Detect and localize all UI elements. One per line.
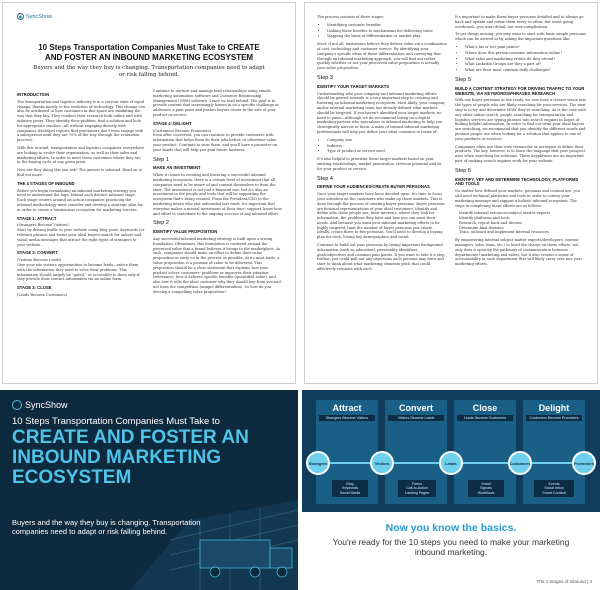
section-heading: INTRODUCTION	[17, 92, 50, 97]
step-heading: BUILD A CONTENT STRATEGY FOR DRIVING TRAFFIC TO YOUR WEBSITE, VIA KEYWORDS/PHRASES RESEARCH	[455, 85, 585, 96]
logo-mark-icon	[12, 400, 22, 410]
right-column	[153, 89, 283, 297]
logo-text: SyncShow	[26, 13, 52, 20]
step-label: Step 2	[153, 220, 169, 227]
stages-page	[302, 390, 600, 590]
left-column	[317, 15, 447, 275]
stage-sub: Leads Become Customers	[457, 415, 513, 421]
node-visitors: Visitors	[370, 451, 394, 475]
cover-kicker: 10 Steps Transportation Companies Must Take to	[12, 416, 220, 427]
truck-illustration	[130, 500, 298, 590]
node-promoters: Promoters	[572, 451, 596, 475]
cover-page	[0, 390, 298, 590]
stage-sub: Strangers Become Visitors	[319, 415, 375, 421]
paragraph: No matter how defined your markets, personas and content are, you still need technical platforms and tools in order to convey your marketing message and support a holistic inbound ecosystem. The steps in completing these efforts are as follows:	[455, 189, 581, 208]
paragraph: With this in mind, transportation and logistics companies everywhere are looking to evolve their organization, as well as their sales and marketing efforts. In order to meet these customers where they are in the buying cycle at any given point.	[17, 145, 145, 165]
step-label: Step 5	[455, 76, 471, 83]
now-subtext: You're ready for the 10 steps you need to make your marketing inbound marketing.	[332, 537, 570, 557]
stage-title: Delight	[538, 403, 570, 413]
paragraph: With our buyer personas at the ready, we now have a clearer vision into the types of people who are likely searching for your services. The next step is to try and determine HOW they're searching. As is the case with any other online search, people searching for transportation and logistics services are typing phrases into search engines in hopes of finding helpful information. In order to find out what your ideal buyers are searching, we recommend that you identify the different words and phrases people use when looking for a solution that applies to one of your products or services.	[455, 98, 587, 141]
target-list	[327, 138, 447, 154]
logo-text: SyncShow	[25, 400, 68, 410]
list-item: • Type of product or service used	[327, 149, 447, 154]
node-leads: Leads	[439, 451, 463, 475]
attract-tools: Blog Keywords Social Media	[332, 480, 368, 497]
paragraph: It's important to make these buyer personas detailed and to always go back and update and refine them every so often, but avoid going overboard—you want detail, not over-complication.	[455, 15, 584, 29]
step-heading: DEFINE YOUR AUDIENCES/CREATE BUYER PERSONAS	[317, 184, 430, 190]
stage-heading: STAGE 1: ATTRACT	[17, 215, 57, 221]
paragraph: Companies often use their own vernacular or acronyms to define their products. The key, however, is to learn the language that your prospect uses when searching for solutions. These keyphrases are an important part of ranking search engines work for your website.	[455, 144, 586, 163]
paragraph: By empowering internal subject matter experts/developers, content managers, sales team, etc.) to head the charge on these efforts, not only does it open up the pathways of communication between departments (marketing and sales), but it also creates a sense of accountability in each department that will likely carry over into your marketing efforts.	[455, 238, 583, 267]
paragraph: Even after converted, you can continue to provide customers with information that helps them do their jobs better, or otherwise value your product. Continue to wow them, and you'll have a promoter on your hands that will help you gain future business.	[153, 133, 277, 152]
stage-heading: STAGE 3: CLOSE	[17, 285, 52, 291]
step-heading: MAKE AN INVESTMENT	[153, 165, 201, 171]
convert-tools: Forms Call-to-Action Landing Pages	[398, 480, 436, 497]
paragraph: The transportation and logistics industry is in a current state of rapid change, thanks mostly to the evolution of technology. This change can also be attributed to how customers in this space are exhibiting the way that they buy. They conduct their research both online and with industry peers. They identify their problem, find a solution and look for appropriate vendors—all without engaging directly with companies (HubSpot reports that purchasers don't even engage with a salesperson until they are 70% of the way through the evaluation process).	[17, 99, 145, 143]
left-column	[17, 89, 145, 298]
step-heading: IDENTIFY, VET AND DETERMINE TECHNOLOGY, PLATFORMS AND TOOLS	[455, 176, 579, 187]
paragraph: Continue to nurture and manage lead relationships using emails, marketing automation software and Customer Relationship Management (CRM) software. Leave no lead behind. The goal is to provide content that increasingly homes in on a specific challenge or addresses a pain point and pushes buyers closer to the sale of your product or service.	[153, 89, 279, 117]
list-item: • Linking these benefits to mechanisms for delivering value	[327, 29, 447, 34]
list-item: • What are their most common daily challenges?	[465, 68, 587, 73]
steps-list	[459, 211, 587, 235]
paragraph: It's also helpful to prioritize these target markets based on your existing relationships, market penetration, revenue potential and fit for your product or service.	[317, 157, 442, 171]
paragraph: Give your site visitors opportunities to become leads—entice them with the information they need to solve their problems. This information should largely be "gated," or accessible to them only if they provide their contact information via an online form.	[17, 262, 140, 282]
list-item: Identify platforms and tools	[459, 216, 510, 221]
list-item: • What's his or her pain points?	[465, 45, 587, 50]
title-line-1: CREATE AND FOSTER AN	[12, 427, 249, 448]
stage-heading: STAGE 2: CONVERT	[17, 250, 58, 256]
list-item: Identify internal resources/subject matter experts	[459, 211, 551, 216]
node-strangers: Strangers	[306, 451, 330, 475]
stages-diagram	[302, 390, 600, 512]
step-heading: IDENTIFY YOUR TARGET MARKETS	[317, 83, 390, 89]
list-item: • Identifying customer benefits	[327, 23, 447, 28]
stage-sub: (Visitors Become Leads)	[17, 258, 62, 263]
stage-sub: (Strangers Become Visitors)	[17, 223, 69, 228]
stage-sub: Visitors Become Leads	[388, 415, 444, 421]
list-item: • What LinkedIn Groups are they a part of?	[465, 62, 587, 67]
list-item: Train, onboard and implement internal resources	[459, 230, 550, 235]
paragraph: Once your target markets have been decided upon, it's time to focus your attention on the customers who make up those markets. This is done through the process of creating buyer personas. Buyer personas are fictional representations of your ideal customers. Identify and define who these people are, their interests, where they look for information, the problems they have and how you can meet their needs. And because you want your inbound marketing efforts to be highly targeted, limit the number of buyer personas you create. Ideally, create three to five personas. You'll need to develop a buying plan for each, listing key demographics and social.	[317, 192, 445, 240]
page-title	[17, 43, 281, 63]
stages-list	[327, 23, 447, 39]
stage-title: Convert	[398, 403, 433, 413]
page-subtitle: Buyers and the way they buy is changing. Transportation companies need to adapt or risk falling behind.	[33, 65, 265, 78]
list-item: Determine final decision	[459, 225, 504, 230]
section-heading: THE 4 STAGES OF INBOUND	[17, 180, 75, 186]
list-item: • Company size	[327, 138, 447, 143]
step-label: Step 4	[317, 175, 333, 182]
stage-sub: (Customers Become Promoters)	[153, 128, 212, 133]
node-customers: Customers	[508, 451, 532, 475]
page-footer: The 4 Stages of Inbound | 3	[536, 579, 592, 584]
step-label: Step 6	[455, 167, 471, 174]
step-label: Step 1	[153, 156, 169, 163]
paragraph: When it comes to creating and fostering a successful inbound marketing ecosystem, there is a certain level of investment that all companies need to be aware of and commit themselves to from the start. The investment is not just a financial one, but it's also an investment in the people and tools that will be supporting the ecosystem that's being created. From the President/CEO to the marketing intern who just onboarded last week, it's important that everyone makes a mental investment of their time, support, know-how and effort to contribute to the ongoing success of any inbound effort.	[153, 173, 282, 216]
title-line-1: 10 Steps Transportation Companies Must Take to CREATE	[38, 43, 260, 52]
questions-list	[465, 45, 587, 73]
title-line-3: ECOSYSTEM	[12, 467, 132, 488]
paragraph: The process consists of three stages:	[317, 15, 385, 19]
stage-heading: STAGE 4: DELIGHT	[153, 120, 192, 126]
paragraph: Continue to build out your personas by listing important background information (such as education), personality identifiers, goals/objectives and common pain points. If you want to take it a step further, you could pull out any objections each persona may have and start to think about what marketing elements pitch that could effectively resonate with each.	[317, 243, 445, 272]
document-page-1	[2, 2, 296, 384]
paragraph: How are they doing this you ask? The answer is inbound. Read on to find out more.	[17, 168, 143, 177]
stage-sub: (Leads Become Customers)	[17, 292, 67, 297]
document-page-2	[304, 2, 598, 384]
cover-title	[12, 428, 292, 488]
cover-subtitle: Buyers and the way they buy is changing. Transportation companies need to adapt or risk falling behind.	[12, 518, 201, 536]
now-headline: Now you know the basics.	[385, 522, 517, 534]
step-heading: IDENTIFY VALUE PROPOSITION	[153, 229, 218, 235]
paragraph: Most, if not all, businesses believe they deliver value via a combination of cost, technology and customer service. By identifying your company's specific ideas of these differentiators and conveying that through an inbound marketing approach, you will find out rather quickly whether or not your perceived value proposition is actually your value proposition.	[317, 42, 447, 71]
list-item: • Where does this person consume information online?	[465, 51, 587, 56]
paragraph: Understanding who your company and inbound marketing efforts should be geared towards is a very important step in creating and fostering an inbound marketing ecosystem. Most likely, your company and/or internal marketing team has already defined what markets should be targeted. If you haven't identified your target markets, no need to panic—although we do recommend hiring on a digital marketing partner who specializes in inbound marketing to help you strategically narrow in them. A mass of trained inbound marketing professionals will help you define your ideal customer in terms of:	[317, 91, 445, 134]
list-item: Research, report back and discuss	[459, 220, 522, 225]
delight-tools: Events Social Inbox Smart Content	[534, 480, 574, 497]
close-tools: Email Signals Workflows	[468, 480, 504, 497]
stage-title: Close	[472, 403, 498, 413]
paragraph: Any successful inbound marketing strategy is built upon a strong foundation. Oftentimes, this foundation is centered around the perceived value that a brand believes it brings to the marketplace. As such, companies should make an effort to define their value proposition as early on in the process as possible. At its most basic, a value proposition is a promise of value to be delivered. This proposition should be a clear statement that explains how your product solves customers' problems or improves their situation (relevance), how it delivers specific benefits (quantified value), and also how it tells the ideal customer why they should buy from you and not from the competition (unique differentiation). So how do you develop a compelling value proposition?	[153, 236, 281, 294]
logo-mark-icon: ◉	[18, 14, 23, 19]
syncshow-logo	[17, 13, 52, 20]
list-item: • Mapping the basis of differentiation or market play	[327, 34, 447, 39]
list-item: • What sales and marketing events do they attend?	[465, 57, 587, 62]
paragraph: To get things moving, you may want to start with basic simple personas, which can be arrived at by asking the important questions like:	[455, 32, 588, 42]
list-item: • Industry	[327, 144, 447, 149]
title-line-2: AND FOSTER AN INBOUND MARKETING ECOSYSTEM	[44, 53, 254, 62]
stage-sub: Customers Become Promoters	[526, 415, 582, 421]
paragraph: Before you begin formulating an inbound marketing strategy you need to understand the logic behind each distinct inbound stage. Each stage centers around an action companies practicing the inbound methodology must consider and develop a strategic plan for, in order to create a harmonious ecosystem for marketing success.	[17, 188, 144, 212]
right-column	[455, 15, 587, 270]
paragraph: Start by driving traffic to your website using blog posts, keywords (or relevant phrases and terms your ideal buyers search for online) and social media messages that attract the right types of strangers to your website.	[17, 228, 145, 247]
step-label: Step 3	[317, 74, 333, 81]
stage-title: Attract	[332, 403, 362, 413]
syncshow-logo	[12, 400, 68, 410]
title-line-2: INBOUND MARKETING	[12, 447, 221, 468]
